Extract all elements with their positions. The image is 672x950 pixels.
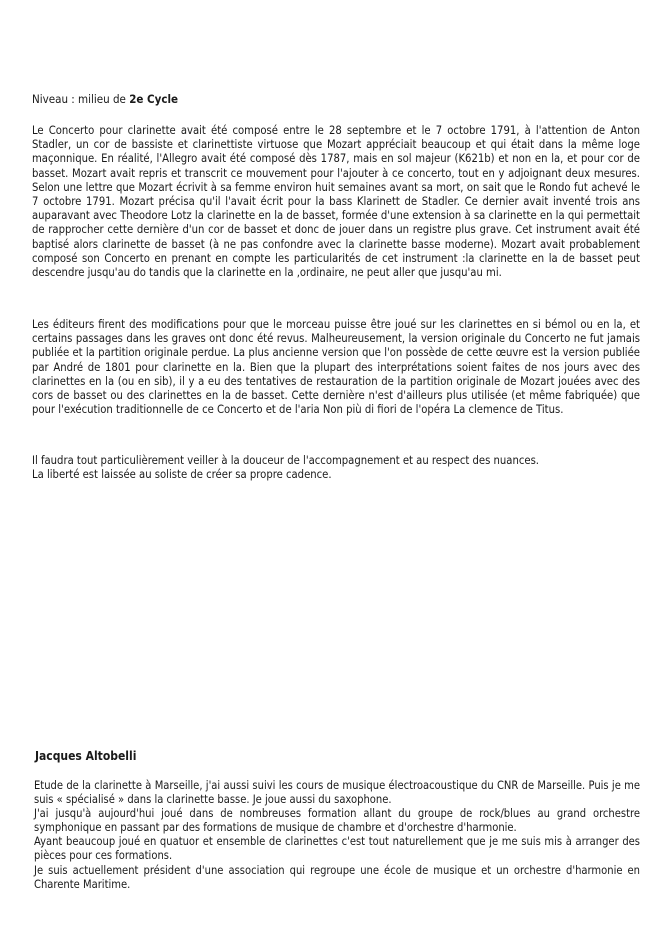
bio-paragraph: Etude de la clarinette à Marseille, j'ai aussi suivi les cours de musique électroacoustique du CNR de Marseille. Puis je me suis « spécialisé » dans la clarinette basse. Je joue aussi du saxophone. [34, 779, 640, 807]
author-name: Jacques Altobelli [35, 749, 137, 763]
bio-paragraph: J'ai jusqu'à aujourd'hui joué dans de nombreuses formation allant du groupe de rock/blues au grand orchestre symphonique en passant par des formations de musique de chambre et d'orchestre d'harmonie. [34, 807, 640, 835]
bio-paragraph: Ayant beaucoup joué en quatuor et ensemble de clarinettes c'est tout naturellement que je me suis mis à arranger des pièces pour ces formations. [34, 835, 640, 863]
note-accompaniment: Il faudra tout particulièrement veiller à la douceur de l'accompagnement et au respect des nuances. [32, 454, 540, 467]
note-cadence: La liberté est laissée au soliste de créer sa propre cadence. [32, 468, 332, 482]
paragraph-editions: Les éditeurs firent des modifications pour que le morceau puisse être joué sur les clarinettes en si bémol ou en la, et certains passages dans les graves ont donc été revus. Malheureusement, la version originale du Concerto ne fut jamais publiée et la partition originale perdue. La plus ancienne version que l'on possède de cette œuvre est la version publiée par André de 1801 pour clarinette en la. Bien que la plupart des interprétations soient faites de nos jours avec des clarinettes en la (ou en sib), il y a eu des tentatives de restauration de la partition originale de Mozart jouées avec des cors de basset ou des clarinettes en la de basset. Cette dernière n'est d'ailleurs plus utilisée (et même fabriquée) que pour l'exécution traditionnelle de ce Concerto et de l'aria Non più di fiori de l'opéra La clemence de Titus. [32, 318, 640, 417]
level-value: 2e Cycle [129, 92, 179, 106]
author-bio [34, 779, 640, 892]
level-line [32, 91, 640, 107]
performance-notes [32, 454, 640, 482]
level-label: Niveau : milieu de [32, 92, 130, 106]
paragraph-history: Le Concerto pour clarinette avait été composé entre le 28 septembre et le 7 octobre 1791, à l'attention de Anton Stadler, un cor de bassiste et clarinettiste virtuose que Mozart appréciait beaucoup et qui était dans la même loge maçonnique. En réalité, l'Allegro avait été composé dès 1787, mais en sol majeur (K621b) et non en la, et pour cor de basset. Mozart avait repris et transcrit ce mouvement pour l'ajouter à ce concerto, tout en y adjoignant deux mesures. Selon une lettre que Mozart écrivit à sa femme environ huit semaines avant sa mort, on sait que le Rondo fut achevé le 7 octobre 1791. Mozart précisa qu'il l'avait écrit pour la bass Klarinett de Stadler. Ce dernier avait inventé trois ans auparavant avec Theodore Lotz la clarinette en la de basset, formée d'une extension à sa clarinette en la qui permettait de rapprocher cette dernière d'un cor de basset et donc de jouer dans un registre plus grave. Cet instrument avait été baptisé alors clarinette de basset (à ne pas confondre avec la clarinette basse moderne). Mozart avait probablement composé son Concerto en prenant en compte les particularités de cet instrument :la clarinette en la de basset peut descendre jusqu'au do tandis que la clarinette en la ,ordinaire, ne peut aller que jusqu'au mi. [32, 124, 640, 280]
bio-paragraph: Je suis actuellement président d'une association qui regroupe une école de musique et un orchestre d'harmonie en Charente Maritime. [34, 863, 640, 891]
